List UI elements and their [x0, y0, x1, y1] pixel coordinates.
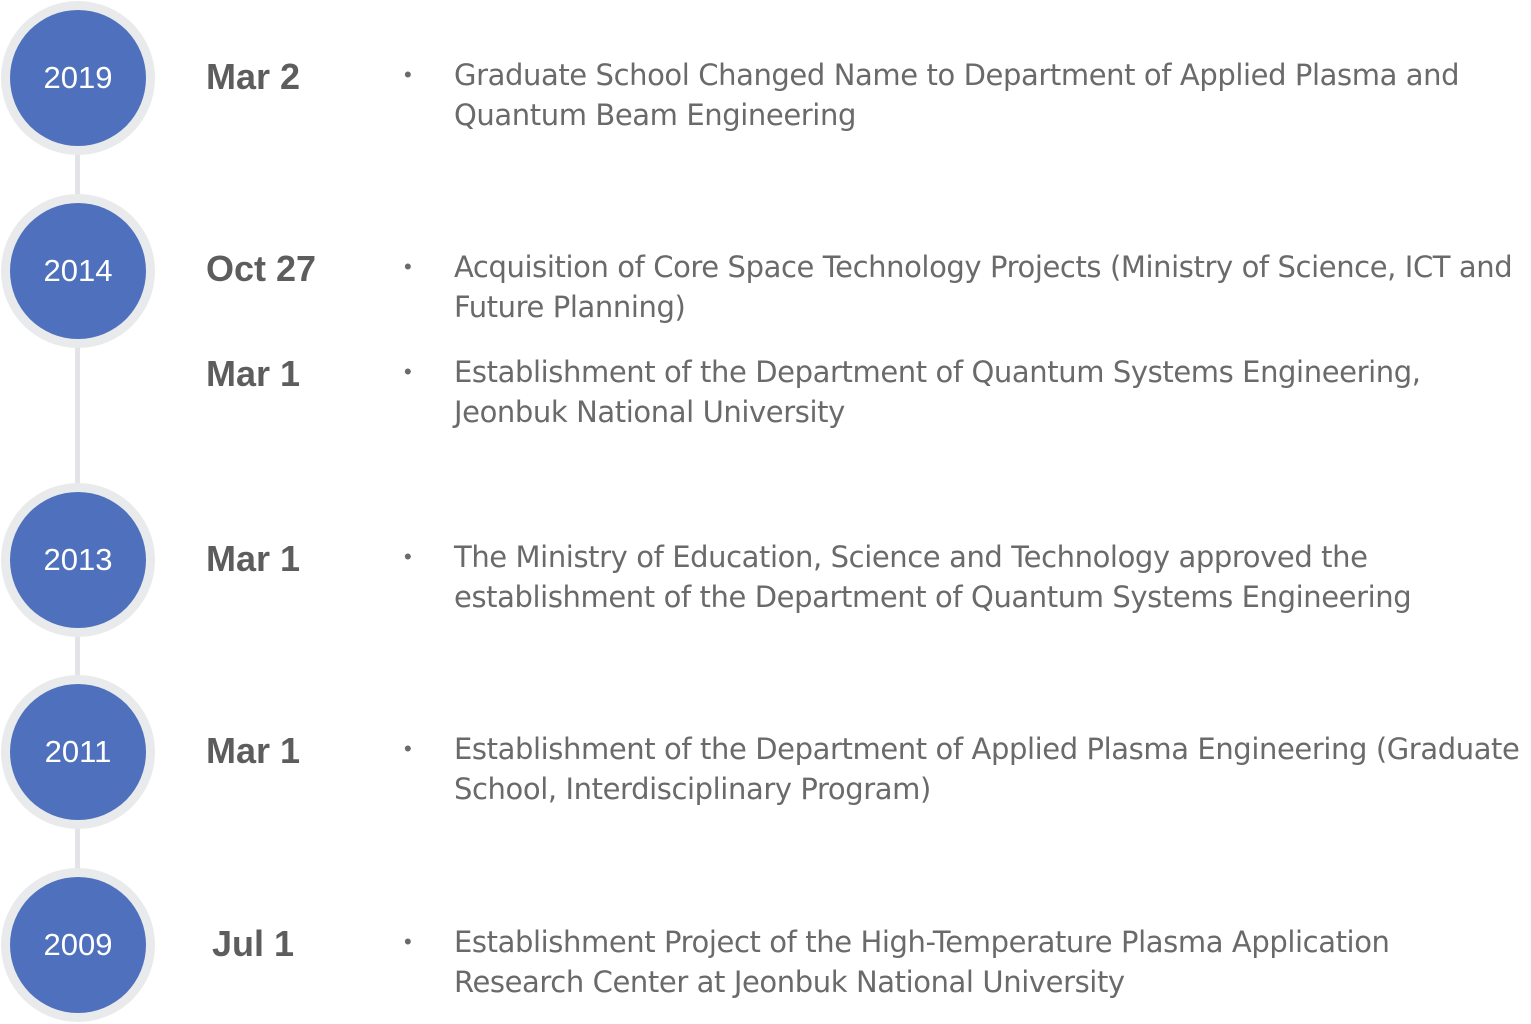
bullet-icon: •: [404, 62, 412, 87]
event-description: Acquisition of Core Space Technology Projects (Ministry of Science, ICT and Future Planning): [454, 250, 1513, 324]
bullet-icon: •: [404, 929, 412, 954]
event-date: Mar 1: [206, 538, 301, 579]
event-description: Establishment of the Department of Applied Plasma Engineering (Graduate School, Interdisciplinary Program): [454, 732, 1520, 806]
event-description: Establishment of the Department of Quantum Systems Engineering, Jeonbuk National University: [454, 355, 1421, 429]
year-marker-2013: [1, 483, 155, 637]
year-label: 2019: [10, 10, 146, 146]
year-label: 2014: [10, 203, 146, 339]
year-marker-2019: [1, 1, 155, 155]
bullet-icon: •: [404, 254, 412, 279]
event-date: Mar 1: [206, 730, 301, 771]
year-label: 2011: [10, 684, 146, 820]
year-label: 2013: [10, 492, 146, 628]
event-date: Jul 1: [212, 923, 295, 964]
bullet-icon: •: [404, 359, 412, 384]
year-marker-2009: [1, 868, 155, 1022]
event-description: Graduate School Changed Name to Department of Applied Plasma and Quantum Beam Engineering: [454, 58, 1460, 132]
event-description: Establishment Project of the High-Temperature Plasma Application Research Center at Jeonbuk National University: [454, 925, 1390, 999]
event-description: The Ministry of Education, Science and Technology approved the establishment of the Department of Quantum Systems Engineering: [454, 540, 1412, 614]
event-date: Mar 2: [206, 56, 301, 97]
event-date: Oct 27: [206, 248, 317, 289]
year-marker-2011: [1, 675, 155, 829]
bullet-icon: •: [404, 544, 412, 569]
year-marker-2014: [1, 194, 155, 348]
year-label: 2009: [10, 877, 146, 1013]
event-date: Mar 1: [206, 353, 301, 394]
bullet-icon: •: [404, 736, 412, 761]
